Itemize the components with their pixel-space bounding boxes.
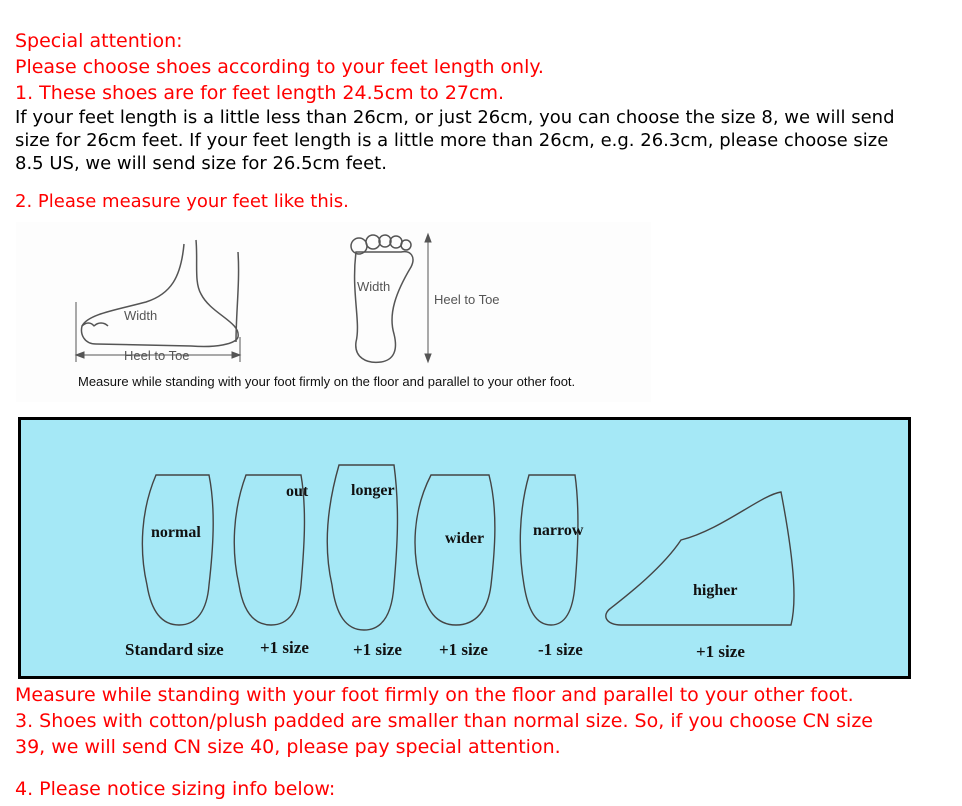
out-shape-label: out — [286, 483, 309, 500]
size-adjust-label: +1 size — [696, 642, 745, 661]
measure-caption: Measure while standing with your foot firmly on the floor and parallel to your other foot. — [78, 374, 576, 389]
standard-size-label: Standard size — [125, 640, 224, 659]
top-view-foot-icon — [351, 235, 413, 362]
narrow-foot-icon — [520, 475, 578, 625]
top-length-arrow — [425, 234, 431, 362]
point-1: 1. These shoes are for feet length 24.5cm to 27cm. — [15, 82, 504, 104]
measure-diagram — [16, 222, 651, 402]
foot-shapes-illustration — [21, 420, 908, 676]
size-adjust-label: +1 size — [260, 638, 309, 657]
normal-foot-icon — [142, 475, 213, 625]
longer-shape-label: longer — [351, 482, 395, 499]
narrow-shape-label: narrow — [533, 522, 584, 539]
side-length-label: Heel to Toe — [124, 348, 190, 363]
point-3-line: 3. Shoes with cotton/plush padded are smaller than normal size. So, if you choose CN size — [15, 710, 873, 732]
side-view-foot-icon — [82, 240, 239, 347]
foot-shape-size-chart — [18, 417, 911, 679]
size-adjust-label: +1 size — [353, 640, 402, 659]
measure-standing-note: Measure while standing with your foot firmly on the floor and parallel to your other foot. — [15, 684, 854, 706]
top-length-label: Heel to Toe — [434, 292, 500, 307]
choose-by-length-note: Please choose shoes according to your feet length only. — [15, 56, 544, 78]
top-width-label: Width — [357, 279, 391, 294]
point-1-detail-line: 8.5 US, we will send size for 26.5cm feet. — [15, 153, 387, 174]
point-1-detail-line: size for 26cm feet. If your feet length is a little more than 26cm, e.g. 26.3cm, please choose size — [15, 130, 889, 151]
side-width-label: Width — [124, 308, 158, 323]
point-1-detail-line: If your feet length is a little less than 26cm, or just 26cm, you can choose the size 8, we will send — [15, 107, 895, 128]
higher-foot-icon — [606, 492, 794, 625]
size-adjust-label: +1 size — [439, 640, 488, 659]
special-attention-heading: Special attention: — [15, 30, 183, 52]
point-2: 2. Please measure your feet like this. — [15, 191, 349, 212]
wider-shape-label: wider — [445, 530, 485, 547]
point-4: 4. Please notice sizing info below: — [15, 778, 336, 800]
size-adjust-label: -1 size — [538, 640, 583, 659]
higher-shape-label: higher — [693, 582, 738, 599]
point-3-line: 39, we will send CN size 40, please pay special attention. — [15, 736, 561, 758]
normal-shape-label: normal — [151, 524, 201, 541]
wider-foot-icon — [415, 475, 495, 625]
